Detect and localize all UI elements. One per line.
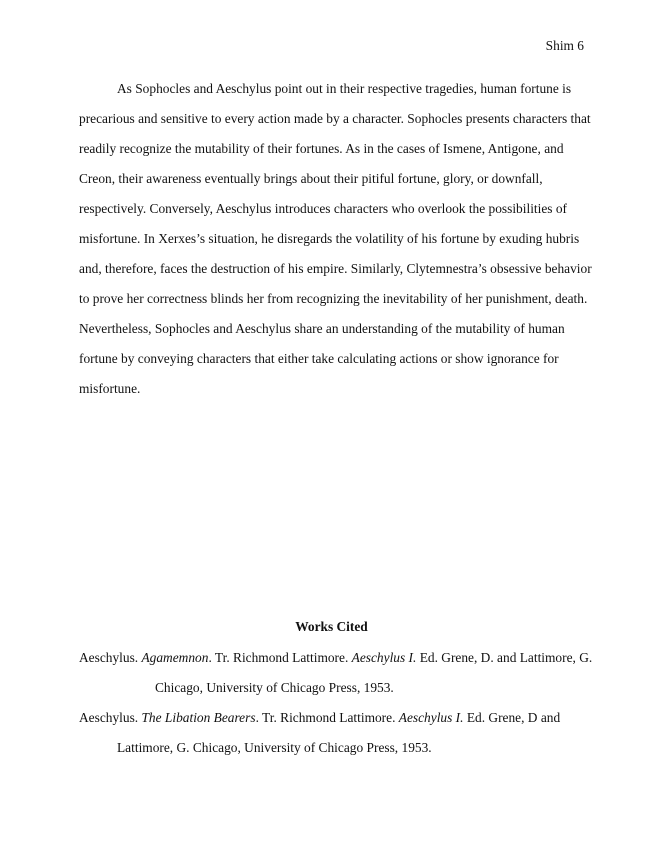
body-line: and, therefore, faces the destruction of his empire. Similarly, Clytemnestra’s obsessive behavior [79,261,592,276]
citation-continuation: Chicago, University of Chicago Press, 1953. [155,680,394,695]
body-line: Creon, their awareness eventually brings about their pitiful fortune, glory, or downfall, [79,171,543,186]
body-line: misfortune. In Xerxes’s situation, he disregards the volatility of his fortune by exuding hubris [79,231,580,246]
body-line: to prove her correctness blinds her from recognizing the inevitability of her punishment, death. [79,291,588,306]
citation-collection: Aeschylus I. [398,710,464,725]
works-cited-list [79,650,599,770]
citation-author: Aeschylus. [79,710,142,725]
citation-translator: . Tr. Richmond Lattimore. [255,710,399,725]
citation-continuation: Lattimore, G. Chicago, University of Chicago Press, 1953. [117,740,432,755]
citation-editors: Ed. Grene, D and [463,710,561,725]
running-head: Shim 6 [545,38,584,53]
body-line: misfortune. [79,381,141,396]
body-line: respectively. Conversely, Aeschylus introduces characters who overlook the possibilities of [79,201,568,216]
citation-entry [79,710,599,740]
body-line: fortune by conveying characters that either take calculating actions or show ignorance for [79,351,559,366]
citation-collection: Aeschylus I. [351,650,417,665]
body-line: Nevertheless, Sophocles and Aeschylus share an understanding of the mutability of human [79,321,565,336]
body-paragraph [79,81,592,411]
body-line: As Sophocles and Aeschylus point out in their respective tragedies, human fortune is [117,81,572,96]
citation-entry [79,650,599,680]
citation-work-title: Agamemnon [141,650,209,665]
citation-translator: . Tr. Richmond Lattimore. [208,650,352,665]
citation-work-title: The Libation Bearers [141,710,256,725]
body-line: readily recognize the mutability of their fortunes. As in the cases of Ismene, Antigone, and [79,141,564,156]
citation-author: Aeschylus. [79,650,142,665]
body-line: precarious and sensitive to every action made by a character. Sophocles presents characters that [79,111,591,126]
citation-editors: Ed. Grene, D. and Lattimore, G. [416,650,593,665]
works-cited-title: Works Cited [295,619,368,634]
